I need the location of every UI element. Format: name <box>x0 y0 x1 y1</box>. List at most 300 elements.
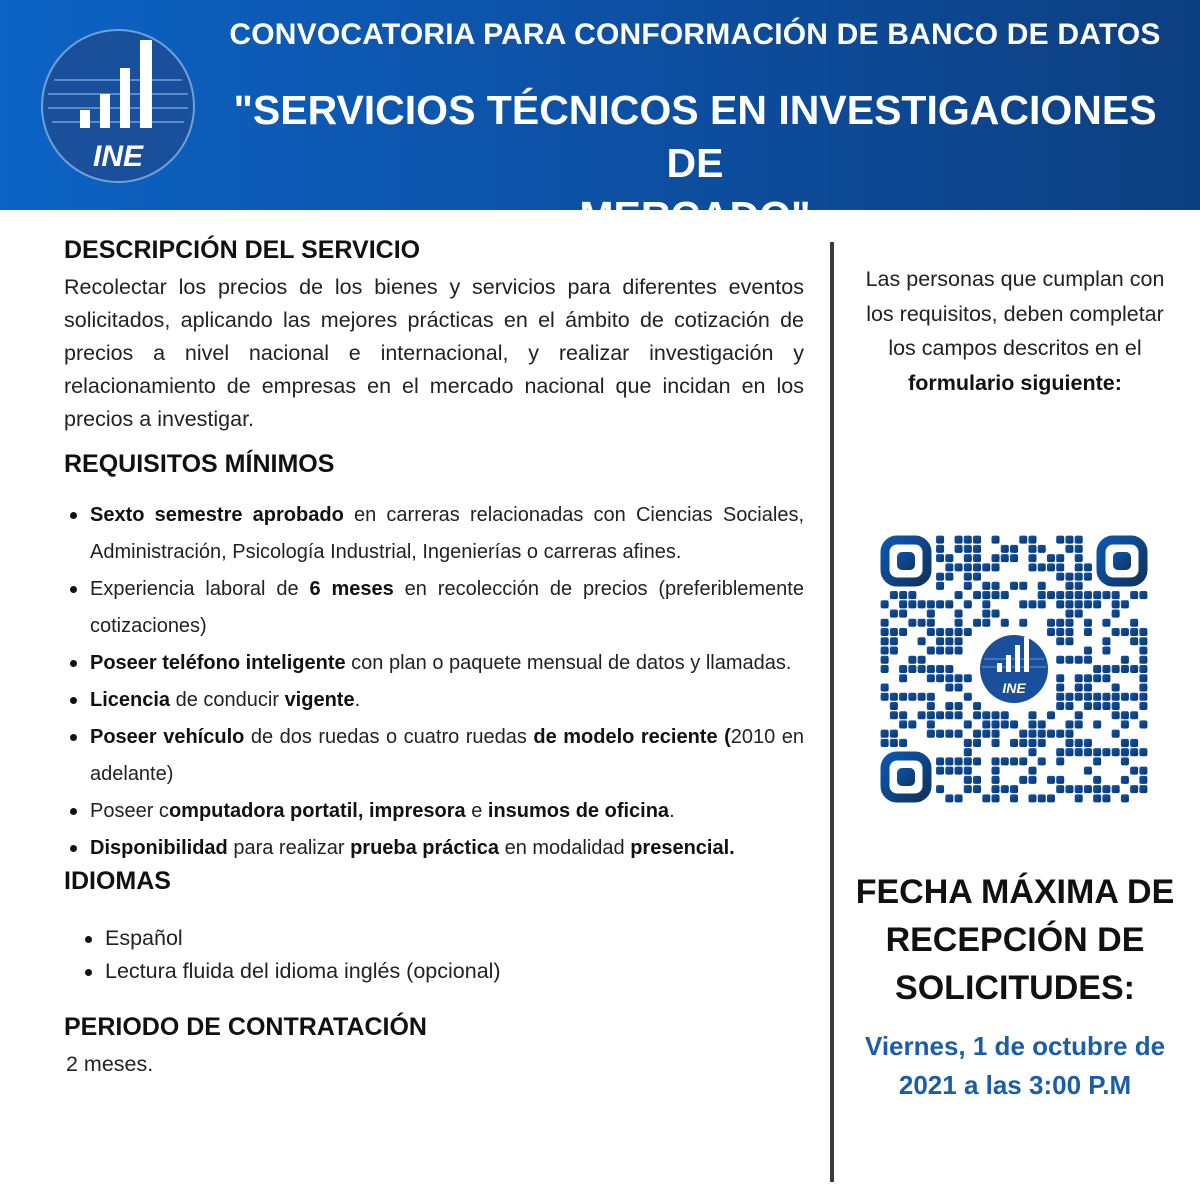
qr-code-icon <box>880 535 1148 803</box>
qr-module <box>1139 637 1147 645</box>
qr-module <box>1130 693 1138 701</box>
qr-module <box>1056 628 1064 636</box>
qr-module <box>899 591 907 599</box>
qr-module <box>908 665 916 673</box>
qr-module <box>1075 739 1083 747</box>
ine-logo-icon <box>40 28 196 184</box>
qr-module <box>1038 757 1046 765</box>
qr-module <box>1139 720 1147 728</box>
qr-module <box>1102 619 1110 627</box>
qr-module <box>964 582 972 590</box>
qr-module <box>1075 610 1083 618</box>
qr-module <box>1001 554 1009 562</box>
qr-module <box>964 767 972 775</box>
qr-module <box>1121 711 1129 719</box>
qr-module <box>1056 674 1064 682</box>
qr-module <box>1056 693 1064 701</box>
qr-module <box>1102 665 1110 673</box>
qr-module <box>1001 619 1009 627</box>
qr-module <box>1065 619 1073 627</box>
qr-module <box>899 711 907 719</box>
qr-module <box>1038 794 1046 802</box>
qr-module <box>1112 610 1120 618</box>
qr-module <box>1075 573 1083 581</box>
qr-module <box>936 674 944 682</box>
qr-module <box>1056 591 1064 599</box>
qr-module <box>992 720 1000 728</box>
qr-module <box>1019 600 1027 608</box>
qr-module <box>945 647 953 655</box>
qr-module <box>973 785 981 793</box>
qr-module <box>964 739 972 747</box>
qr-code[interactable] <box>880 535 1148 803</box>
requisito-text: Poseer c <box>90 800 169 822</box>
qr-module <box>1065 610 1073 618</box>
idiomas-heading: IDIOMAS <box>64 867 171 895</box>
qr-module <box>1121 665 1129 673</box>
qr-module <box>1112 665 1120 673</box>
qr-module <box>945 665 953 673</box>
qr-module <box>1139 776 1147 784</box>
requisito-text: de modelo reciente <box>533 726 718 748</box>
qr-module <box>1019 619 1027 627</box>
qr-module <box>908 720 916 728</box>
qr-module <box>927 711 935 719</box>
qr-module <box>918 637 926 645</box>
qr-module <box>1112 711 1120 719</box>
qr-module <box>936 647 944 655</box>
qr-module <box>1093 776 1101 784</box>
qr-module <box>927 665 935 673</box>
qr-module <box>955 674 963 682</box>
qr-module <box>1075 582 1083 590</box>
qr-module <box>1112 628 1120 636</box>
qr-module <box>1056 730 1064 738</box>
qr-module <box>1084 767 1092 775</box>
requisito-item <box>64 682 804 719</box>
qr-module <box>1047 591 1055 599</box>
qr-module <box>1130 591 1138 599</box>
qr-module <box>1056 776 1064 784</box>
qr-module <box>890 693 898 701</box>
qr-module <box>1102 693 1110 701</box>
qr-module <box>1028 776 1036 784</box>
qr-module <box>899 628 907 636</box>
requisito-text: Licencia <box>90 689 171 711</box>
qr-module <box>936 665 944 673</box>
qr-module <box>945 794 953 802</box>
qr-module <box>1047 776 1055 784</box>
qr-module <box>881 647 889 655</box>
qr-module <box>908 619 916 627</box>
qr-module <box>992 591 1000 599</box>
qr-module <box>1075 693 1083 701</box>
qr-module <box>1139 785 1147 793</box>
qr-module <box>908 600 916 608</box>
qr-module <box>955 702 963 710</box>
qr-module <box>1093 748 1101 756</box>
qr-module <box>1075 794 1083 802</box>
qr-module <box>1028 730 1036 738</box>
qr-module <box>1075 545 1083 553</box>
qr-module <box>1028 554 1036 562</box>
qr-module <box>1010 785 1018 793</box>
qr-module <box>1102 674 1110 682</box>
qr-module <box>1139 683 1147 691</box>
qr-module <box>945 600 953 608</box>
qr-module <box>1010 545 1018 553</box>
qr-module <box>973 554 981 562</box>
descripcion-heading: DESCRIPCIÓN DEL SERVICIO <box>64 236 421 264</box>
header-subtitle: CONVOCATORIA PARA CONFORMACIÓN DE BANCO DE DATOS <box>229 18 1161 51</box>
qr-module <box>1065 656 1073 664</box>
requisito-text: en modalidad <box>499 837 631 859</box>
qr-module <box>1084 748 1092 756</box>
qr-module <box>1112 702 1120 710</box>
requisito-text: Poseer vehículo <box>90 726 245 748</box>
qr-module <box>1075 656 1083 664</box>
qr-module <box>1121 656 1129 664</box>
qr-module <box>1028 545 1036 553</box>
qr-module <box>1010 582 1018 590</box>
qr-module <box>955 610 963 618</box>
qr-module <box>890 711 898 719</box>
qr-module <box>1065 748 1073 756</box>
header-title <box>215 84 1175 243</box>
qr-module <box>1019 757 1027 765</box>
qr-module <box>945 637 953 645</box>
qr-module <box>927 628 935 636</box>
qr-module <box>1056 748 1064 756</box>
qr-module <box>1112 693 1120 701</box>
requisito-text: omputadora portatil, impresora <box>168 800 466 822</box>
requisito-text: vigente <box>284 689 355 711</box>
qr-module <box>1093 600 1101 608</box>
qr-module <box>1139 647 1147 655</box>
column-divider <box>830 242 834 1182</box>
descripcion-text: Recolectar los precios de los bienes y servicios para diferentes eventos solicitados, aplicando las mejores prácticas en el ámbito de cotización de precios a nivel nacional e internacional, y realizar investigación y relacionamiento de empresas en el mercado nacional que incidan en los precios a investigar. <box>64 275 804 431</box>
qr-module <box>945 683 953 691</box>
qr-module <box>1038 582 1046 590</box>
qr-module <box>955 619 963 627</box>
requisito-item <box>64 571 804 645</box>
requisito-item <box>64 497 804 571</box>
qr-module <box>927 674 935 682</box>
qr-module <box>1065 739 1073 747</box>
periodo-heading: PERIODO DE CONTRATACIÓN <box>64 1013 427 1041</box>
qr-module <box>1019 739 1027 747</box>
qr-module <box>936 711 944 719</box>
qr-module <box>1065 536 1073 544</box>
qr-module <box>1075 563 1083 571</box>
requisito-text: para realizar <box>227 837 351 859</box>
qr-logo-text: INE <box>1002 680 1026 696</box>
qr-module <box>955 730 963 738</box>
qr-module <box>1102 785 1110 793</box>
qr-module <box>945 573 953 581</box>
qr-module <box>1028 748 1036 756</box>
qr-module <box>992 757 1000 765</box>
qr-module <box>1084 683 1092 691</box>
qr-module <box>964 674 972 682</box>
qr-module <box>1112 785 1120 793</box>
qr-module <box>890 730 898 738</box>
qr-module <box>936 730 944 738</box>
qr-module <box>1028 536 1036 544</box>
qr-module <box>1047 730 1055 738</box>
requisito-text: 2010 en adelante) <box>90 726 805 785</box>
qr-module <box>1075 674 1083 682</box>
qr-module <box>964 757 972 765</box>
qr-module <box>1075 591 1083 599</box>
qr-module <box>992 776 1000 784</box>
qr-module <box>945 711 953 719</box>
fecha-value: Viernes, 1 de octubre de 2021 a las 3:00 P.M <box>864 1031 1166 1100</box>
qr-module <box>881 693 889 701</box>
qr-module <box>1130 711 1138 719</box>
qr-module <box>1001 785 1009 793</box>
requisito-text: Experiencia laboral de <box>90 578 310 600</box>
qr-module <box>1102 647 1110 655</box>
qr-module <box>1112 591 1120 599</box>
qr-module <box>964 536 972 544</box>
qr-module <box>973 573 981 581</box>
qr-module <box>973 730 981 738</box>
qr-module <box>890 702 898 710</box>
requisito-item <box>64 830 804 867</box>
qr-module <box>955 794 963 802</box>
qr-module <box>1028 563 1036 571</box>
qr-module <box>899 693 907 701</box>
qr-module <box>1093 794 1101 802</box>
qr-module <box>992 794 1000 802</box>
qr-module <box>1121 720 1129 728</box>
qr-module <box>1130 748 1138 756</box>
qr-module <box>1121 600 1129 608</box>
qr-module <box>936 600 944 608</box>
qr-module <box>1139 748 1147 756</box>
qr-module <box>1047 563 1055 571</box>
qr-module <box>1047 554 1055 562</box>
qr-module <box>1093 674 1101 682</box>
qr-module <box>982 610 990 618</box>
qr-module <box>1075 600 1083 608</box>
qr-module <box>936 573 944 581</box>
qr-module <box>1084 591 1092 599</box>
requisito-item <box>64 793 804 830</box>
qr-module <box>936 536 944 544</box>
qr-module <box>1028 600 1036 608</box>
qr-module <box>982 720 990 728</box>
qr-module <box>1084 600 1092 608</box>
qr-module <box>955 628 963 636</box>
qr-module <box>1139 702 1147 710</box>
qr-module <box>955 545 963 553</box>
qr-module <box>992 730 1000 738</box>
qr-module <box>918 693 926 701</box>
qr-module <box>927 693 935 701</box>
main-content <box>64 236 804 1081</box>
qr-module <box>945 554 953 562</box>
qr-module <box>992 767 1000 775</box>
qr-module <box>1139 693 1147 701</box>
qr-module <box>881 665 889 673</box>
qr-module <box>1121 739 1129 747</box>
qr-module <box>1001 711 1009 719</box>
qr-module <box>1001 591 1009 599</box>
qr-module <box>918 619 926 627</box>
qr-module <box>1028 711 1036 719</box>
qr-module <box>927 720 935 728</box>
qr-module <box>1139 591 1147 599</box>
list-item: Español <box>79 922 804 955</box>
qr-module <box>1065 730 1073 738</box>
qr-module <box>1065 785 1073 793</box>
qr-module <box>1102 794 1110 802</box>
qr-module <box>1010 720 1018 728</box>
qr-module <box>945 674 953 682</box>
qr-module <box>1056 600 1064 608</box>
requisito-text: prueba práctica <box>350 837 500 859</box>
qr-module <box>973 563 981 571</box>
requisito-text: 6 meses <box>309 578 394 600</box>
qr-module <box>1093 785 1101 793</box>
qr-module <box>973 702 981 710</box>
instructions-bold: formulario siguiente: <box>908 370 1122 395</box>
qr-module <box>1121 794 1129 802</box>
qr-module <box>899 674 907 682</box>
qr-module <box>1010 757 1018 765</box>
requisito-text: Sexto semestre aprobado <box>90 504 344 526</box>
qr-module <box>1065 600 1073 608</box>
requisito-text: . <box>669 800 675 822</box>
qr-module <box>1130 619 1138 627</box>
qr-module <box>1130 739 1138 747</box>
qr-module <box>881 600 889 608</box>
qr-module <box>945 730 953 738</box>
qr-module <box>899 739 907 747</box>
requisitos-heading: REQUISITOS MÍNIMOS <box>64 450 335 478</box>
requisito-item <box>64 719 804 793</box>
qr-module <box>1130 628 1138 636</box>
qr-module <box>1130 785 1138 793</box>
qr-module <box>1038 600 1046 608</box>
qr-module <box>1084 702 1092 710</box>
idiomas-list <box>64 922 804 988</box>
qr-module <box>1102 748 1110 756</box>
qr-module <box>1047 628 1055 636</box>
qr-module <box>964 563 972 571</box>
qr-module <box>982 600 990 608</box>
qr-module <box>945 702 953 710</box>
qr-module <box>982 794 990 802</box>
qr-module <box>918 656 926 664</box>
requisito-text: de dos ruedas o cuatro ruedas <box>244 726 534 748</box>
qr-module <box>890 591 898 599</box>
qr-module <box>1065 702 1073 710</box>
qr-module <box>1139 674 1147 682</box>
qr-module <box>936 545 944 553</box>
qr-module <box>890 610 898 618</box>
qr-module <box>964 776 972 784</box>
qr-module <box>1093 693 1101 701</box>
qr-module <box>1056 702 1064 710</box>
qr-module <box>1047 711 1055 719</box>
qr-module <box>908 591 916 599</box>
qr-module <box>945 628 953 636</box>
qr-module <box>1121 757 1129 765</box>
qr-module <box>992 711 1000 719</box>
qr-module <box>927 619 935 627</box>
qr-module <box>881 739 889 747</box>
qr-module <box>1065 693 1073 701</box>
qr-module <box>1001 545 1009 553</box>
qr-module <box>964 720 972 728</box>
qr-module <box>927 702 935 710</box>
qr-module <box>1056 536 1064 544</box>
qr-module <box>918 711 926 719</box>
qr-module <box>1084 656 1092 664</box>
qr-module <box>936 785 944 793</box>
qr-module <box>881 619 889 627</box>
qr-module <box>1056 683 1064 691</box>
requisito-text: con plan o paquete mensual de datos y llamadas. <box>345 652 792 674</box>
logo-text: INE <box>92 140 144 173</box>
qr-module <box>1065 582 1073 590</box>
qr-module <box>1019 582 1027 590</box>
qr-module <box>973 711 981 719</box>
qr-module <box>936 628 944 636</box>
qr-module <box>1038 563 1046 571</box>
qr-module <box>1001 720 1009 728</box>
qr-module <box>927 600 935 608</box>
qr-module <box>936 554 944 562</box>
qr-module <box>890 647 898 655</box>
qr-module <box>1102 591 1110 599</box>
header-title-line2: MERCADO" <box>579 193 811 239</box>
qr-module <box>955 767 963 775</box>
qr-module <box>1010 554 1018 562</box>
qr-module <box>890 739 898 747</box>
qr-module <box>899 610 907 618</box>
qr-module <box>964 573 972 581</box>
qr-module <box>945 757 953 765</box>
qr-module <box>908 656 916 664</box>
qr-module <box>881 637 889 645</box>
qr-module <box>1028 767 1036 775</box>
qr-module <box>1084 573 1092 581</box>
requisito-text: e <box>465 800 488 822</box>
qr-module <box>973 757 981 765</box>
qr-module <box>1093 665 1101 673</box>
qr-module <box>992 563 1000 571</box>
qr-module <box>1121 693 1129 701</box>
qr-module <box>955 757 963 765</box>
qr-module <box>1075 554 1083 562</box>
qr-module <box>1038 545 1046 553</box>
requisito-text: . <box>354 689 361 711</box>
qr-module <box>1139 656 1147 664</box>
qr-module <box>918 600 926 608</box>
qr-module <box>1084 647 1092 655</box>
qr-module <box>1093 757 1101 765</box>
qr-module <box>1093 591 1101 599</box>
qr-module <box>899 600 907 608</box>
qr-module <box>1065 573 1073 581</box>
qr-module <box>1038 591 1046 599</box>
qr-module <box>955 683 963 691</box>
requisito-text: insumos de oficina <box>487 800 670 822</box>
